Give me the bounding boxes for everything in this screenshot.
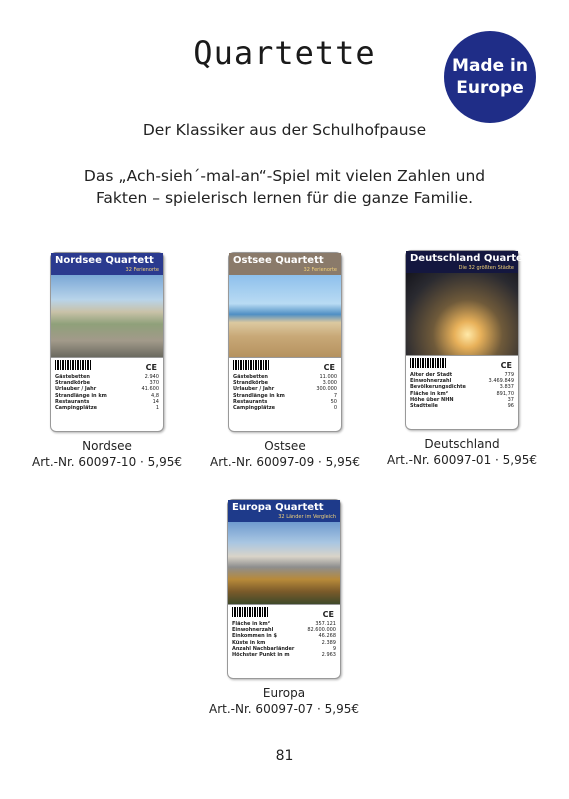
barcode-icon	[410, 358, 446, 368]
fact-row: Gästebetten 11.000	[233, 374, 337, 380]
fact-row: Küste in km 2.389	[232, 639, 336, 646]
badge-line-1: Made in	[452, 56, 528, 76]
beach-photo	[51, 275, 163, 357]
fact-row: Campingplätze 1	[55, 405, 159, 412]
product-name: Ostsee	[264, 439, 306, 454]
fact-row: Strandkörbe 3.000	[233, 380, 337, 387]
product-nordsee[interactable]	[27, 252, 187, 470]
product-europa[interactable]	[204, 499, 364, 717]
fact-row: Stadtteile 96	[410, 403, 514, 410]
product-article: Art.-Nr. 60097-10 · 5,95€	[32, 455, 182, 470]
fact-row: Strandlänge in km 7	[233, 392, 337, 399]
subtitle: Der Klassiker aus der Schulhofpause	[142, 121, 427, 139]
card-subtitle: 32 Ferienorte	[303, 267, 337, 273]
card-title: Europa Quartett	[232, 502, 324, 513]
card-header	[229, 253, 341, 275]
fact-row: Urlauber / Jahr 300.000	[233, 386, 337, 393]
product-article: Art.-Nr. 60097-09 · 5,95€	[210, 455, 360, 470]
fact-row: Bevölkerungsdichte 3.837	[410, 384, 514, 391]
ce-mark-icon: CE	[323, 363, 335, 372]
ce-mark-icon: CE	[145, 363, 157, 372]
barcode-bar	[406, 355, 518, 370]
card-footer	[406, 411, 518, 429]
fact-row: Fläche in km² 357.121	[232, 621, 336, 627]
product-article: Art.-Nr. 60097-01 · 5,95€	[387, 453, 537, 468]
card-subtitle: 32 Länder im Vergleich	[278, 514, 336, 520]
ce-mark-icon: CE	[322, 610, 334, 619]
fact-row: Strandlänge in km 4,8	[55, 392, 159, 399]
product-name: Deutschland	[424, 437, 500, 452]
card-subtitle: Die 32 größten Städte	[458, 265, 514, 271]
barcode-bar	[229, 357, 341, 372]
barcode-icon	[55, 360, 91, 370]
card-image-europa[interactable]	[227, 499, 341, 679]
fact-row: Einwohnerzahl 82.600.000	[232, 627, 336, 634]
badge-line-2: Europe	[456, 78, 524, 98]
card-image-deutschland[interactable]	[405, 250, 533, 430]
page-number: 81	[275, 748, 294, 764]
card-facts	[51, 372, 163, 413]
card-footer	[229, 413, 341, 431]
fact-row: Restaurants 14	[55, 398, 159, 405]
made-in-europe-badge	[444, 31, 536, 123]
card-footer	[228, 660, 340, 678]
card-title: Ostsee Quartett	[233, 255, 324, 266]
fact-row: Strandkörbe 370	[55, 380, 159, 387]
barcode-icon	[233, 360, 269, 370]
castle-photo	[228, 522, 340, 604]
barcode-bar	[228, 604, 340, 619]
page-title: Quartette	[193, 34, 376, 72]
fact-row: Höhe über NHN 37	[410, 396, 514, 403]
card-title: Deutschland Quartett	[410, 253, 533, 264]
intro-line-2: Fakten – spielerisch lernen für die ganze Familie.	[95, 189, 474, 207]
product-name: Europa	[262, 686, 306, 701]
fact-row: Alter der Stadt 779	[410, 372, 514, 378]
product-article: Art.-Nr. 60097-07 · 5,95€	[209, 702, 359, 717]
ce-mark-icon: CE	[500, 361, 512, 370]
product-name: Nordsee	[82, 439, 132, 454]
fact-row: Höchster Punkt in m 2.963	[232, 652, 336, 659]
fact-row: Einkommen in $ 46.268	[232, 633, 336, 640]
fact-row: Fläche in km² 891,70	[410, 390, 514, 397]
fact-row: Anzahl Nachbarländer 9	[232, 645, 336, 652]
product-ostsee[interactable]	[205, 252, 365, 470]
fact-row: Restaurants 50	[233, 398, 337, 405]
intro-line-1: Das „Ach-sieh´-mal-an“-Spiel mit vielen Zahlen und	[83, 167, 486, 185]
card-header	[51, 253, 163, 275]
card-image-nordsee[interactable]	[50, 252, 164, 432]
card-subtitle: 32 Ferienorte	[125, 267, 159, 273]
card-facts	[228, 619, 340, 660]
fact-row: Urlauber / Jahr 41.600	[55, 386, 159, 393]
barcode-icon	[232, 607, 268, 617]
fact-row: Campingplätze 0	[233, 405, 337, 412]
card-facts	[229, 372, 341, 413]
product-deutschland[interactable]	[382, 250, 542, 468]
beach-photo	[229, 275, 341, 357]
card-image-ostsee[interactable]	[228, 252, 342, 432]
card-header	[228, 500, 340, 522]
intro-text	[40, 165, 529, 209]
fact-row: Gästebetten 2.940	[55, 374, 159, 380]
card-facts	[406, 370, 518, 411]
card-title: Nordsee Quartett	[55, 255, 154, 266]
card-footer	[51, 413, 163, 431]
gate-photo	[406, 273, 518, 355]
barcode-bar	[51, 357, 163, 372]
card-header	[406, 251, 533, 273]
fact-row: Einwohnerzahl 3.469.849	[410, 378, 514, 385]
